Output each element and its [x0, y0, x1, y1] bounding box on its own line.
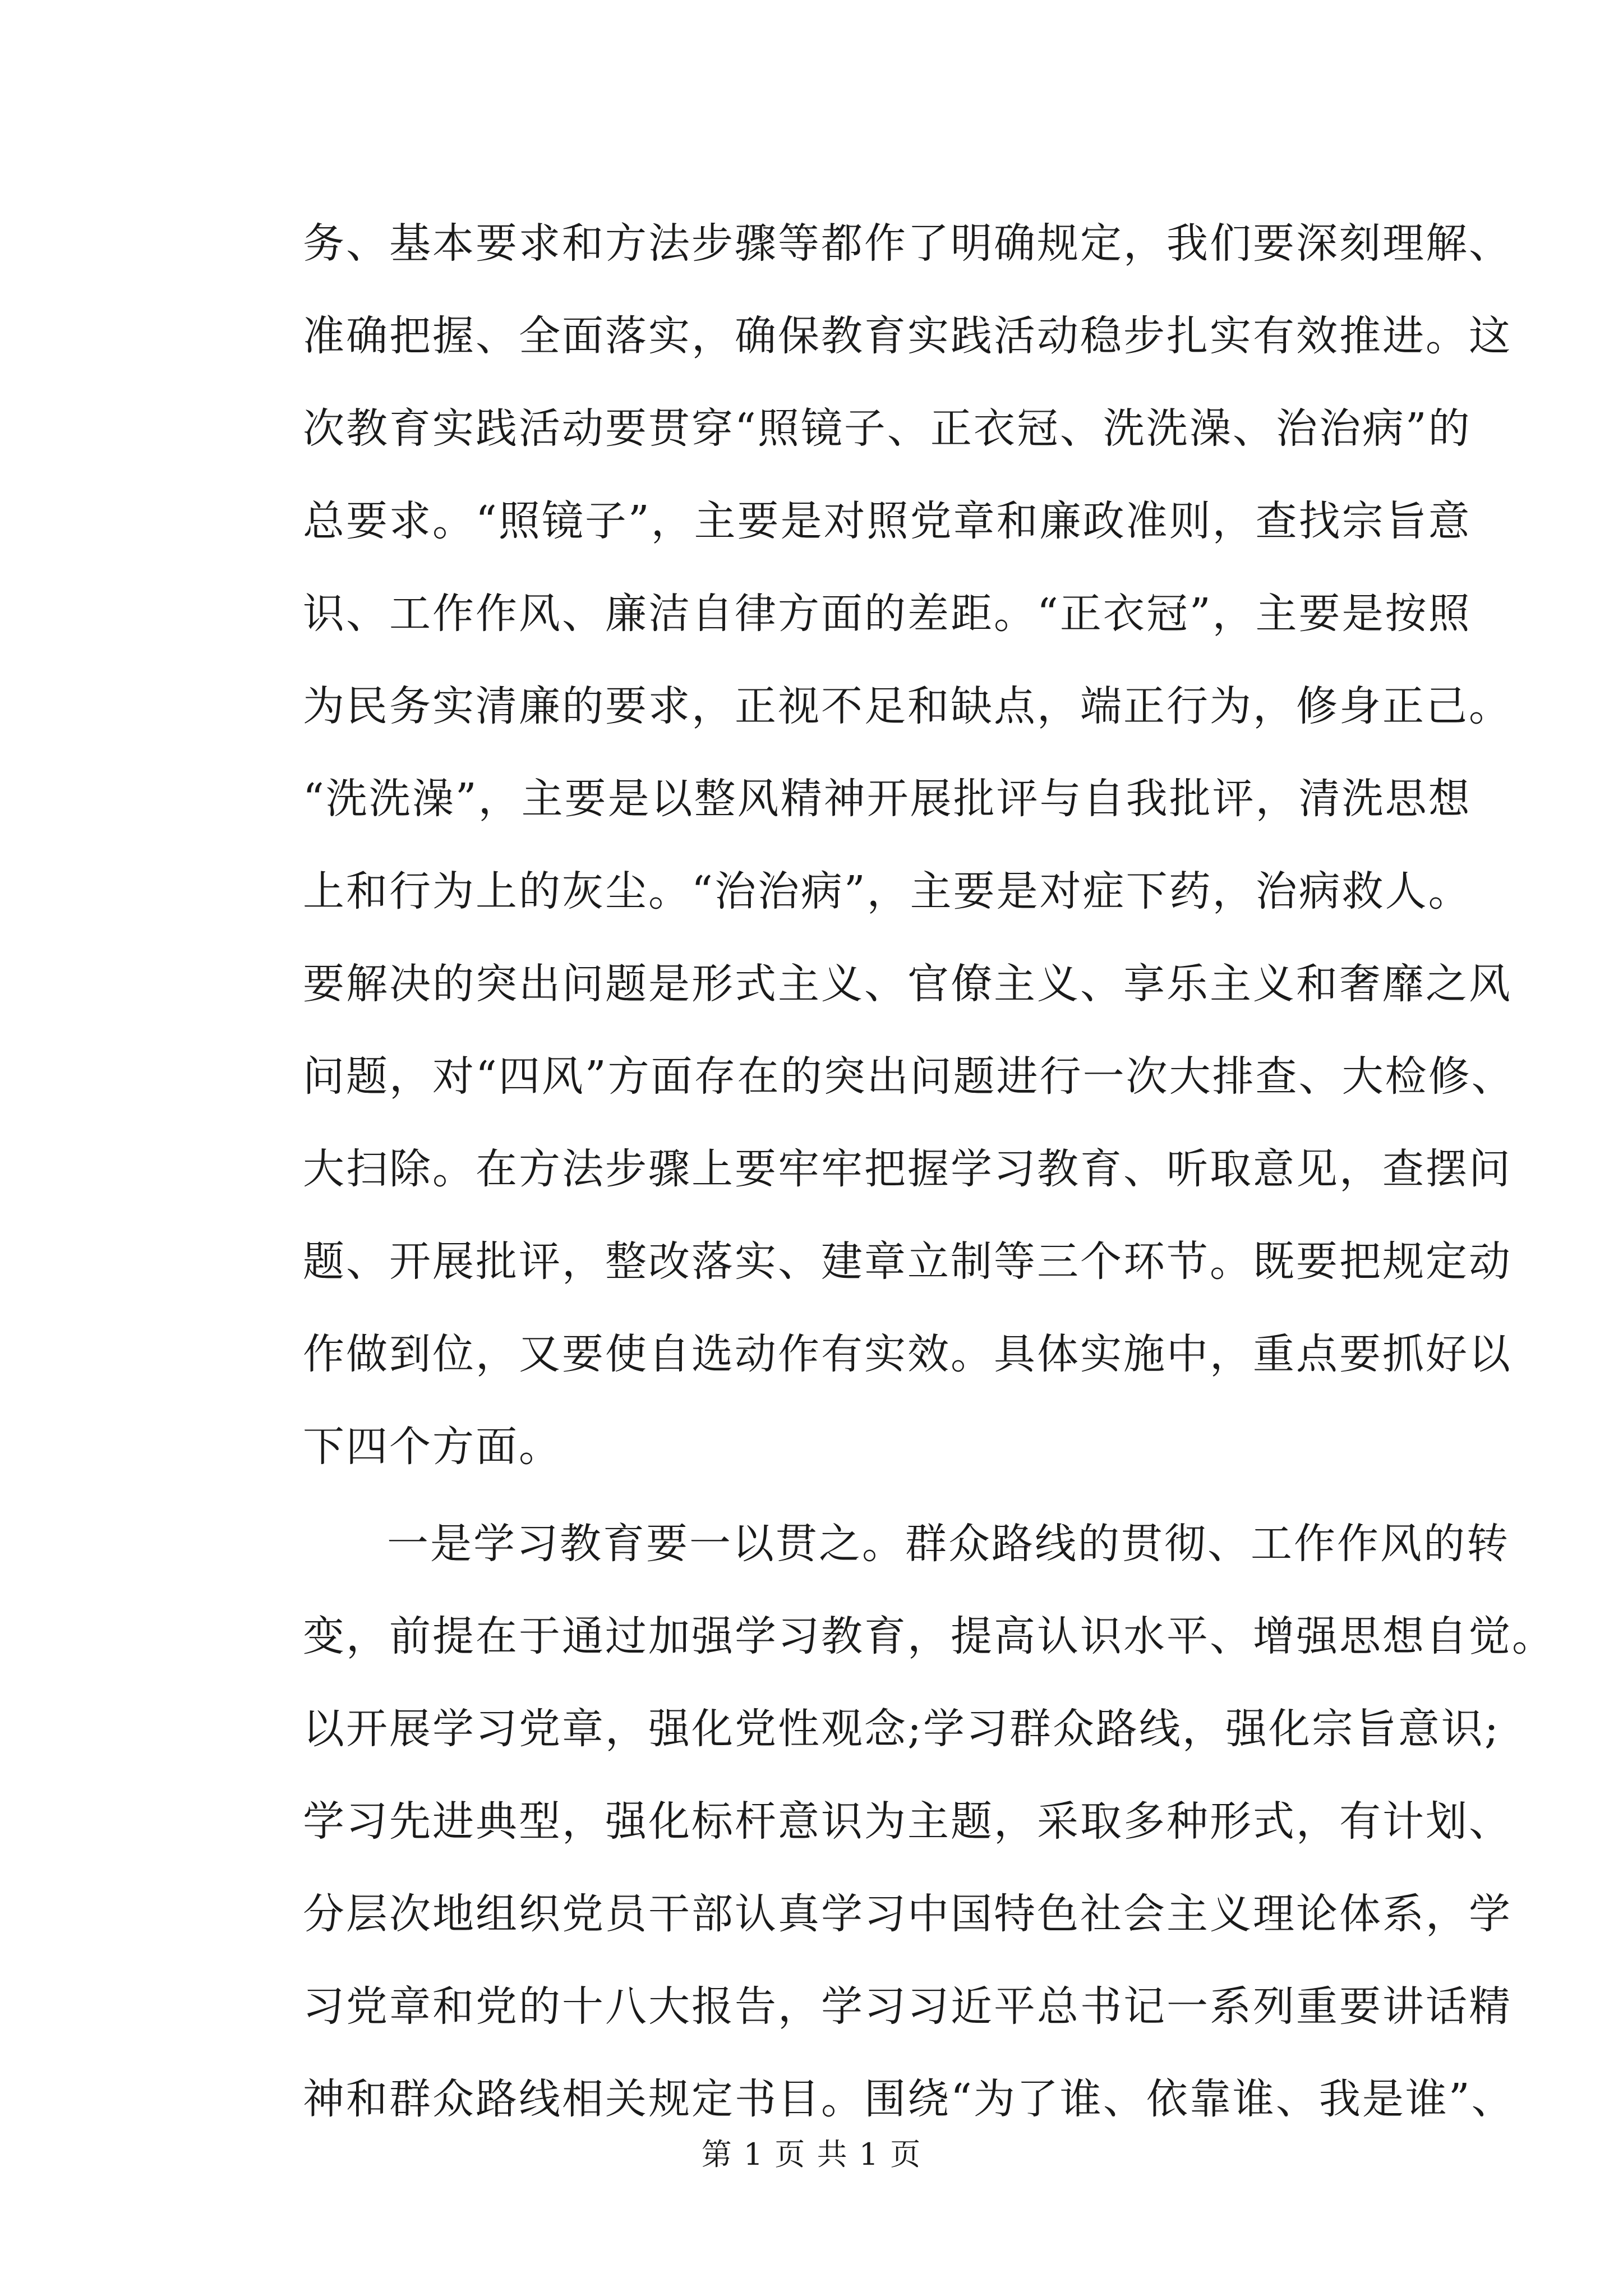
text-line: 作做到位，又要使自选动作有实效。具体实施中，重点要抓好以	[303, 1330, 1512, 1378]
body-text	[303, 197, 1555, 2146]
text-line: 分层次地组织党员干部认真学习中国特色社会主义理论体系，学	[303, 1890, 1512, 1938]
text-line: 神和群众路线相关规定书目。围绕“为了谁、依靠谁、我是谁”、	[303, 2075, 1515, 2123]
text-line: 习党章和党的十八大报告，学习习近平总书记一系列重要讲话精	[303, 1982, 1512, 2031]
text-line: 识、工作作风、廉洁自律方面的差距。“正衣冠”，主要是按照	[303, 590, 1472, 638]
text-line: 问题，对“四风”方面存在的突出问题进行一次大排查、大检修、	[303, 1052, 1515, 1101]
text-line: 上和行为上的灰尘。“治治病”，主要是对症下药，治病救人。	[303, 867, 1472, 915]
page-footer	[0, 2131, 1623, 2174]
text-line: 下四个方面。	[303, 1423, 562, 1471]
text-line: 次教育实践活动要贯穿“照镜子、正衣冠、洗洗澡、治治病”的	[303, 404, 1472, 453]
text-line: 题、开展批评，整改落实、建章立制等三个环节。既要把规定动	[303, 1237, 1512, 1286]
page-number-label: 第 1 页 共 1 页	[701, 2137, 922, 2172]
text-line: 总要求。“照镜子”，主要是对照党章和廉政准则，查找宗旨意	[303, 497, 1472, 545]
text-line: 务、基本要求和方法步骤等都作了明确规定，我们要深刻理解、	[303, 219, 1512, 268]
text-line: 为民务实清廉的要求，正视不足和缺点，端正行为，修身正己。	[303, 682, 1512, 730]
text-line: 准确把握、全面落实，确保教育实践活动稳步扎实有效推进。这	[303, 312, 1512, 360]
text-line: 学习先进典型，强化标杆意识为主题，采取多种形式，有计划、	[303, 1797, 1512, 1846]
text-line: “洗洗澡”，主要是以整风精神开展批评与自我批评，清洗思想	[303, 775, 1472, 823]
text-line: 大扫除。在方法步骤上要牢牢把握学习教育、听取意见，查摆问	[303, 1145, 1512, 1193]
text-line: 以开展学习党章，强化党性观念;学习群众路线，强化宗旨意识;	[303, 1705, 1500, 1753]
text-line: 变，前提在于通过加强学习教育，提高认识水平、增强思想自觉。	[303, 1612, 1555, 1660]
paragraph-1	[303, 197, 1515, 1493]
text-line: 要解决的突出问题是形式主义、官僚主义、享乐主义和奢靡之风	[303, 960, 1512, 1008]
text-line: 一是学习教育要一以贯之。群众路线的贯彻、工作作风的转	[387, 1520, 1510, 1568]
paragraph-2	[303, 1498, 1555, 2146]
